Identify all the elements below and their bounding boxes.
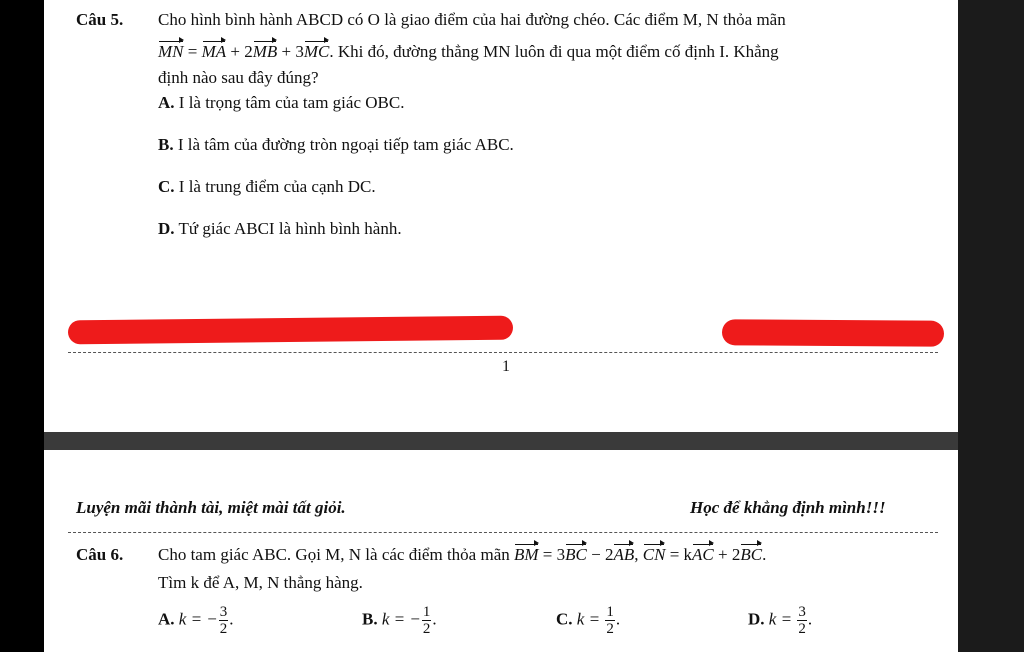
page-top [44,0,958,432]
page-divider-dashed [68,352,938,353]
fraction: $\frac{3}{2}$ [219,604,228,637]
fraction: $\frac{3}{2}$ [798,604,806,637]
question-6-option-a[interactable]: A. k = − $\frac{3}{2}$ . [158,604,234,637]
page-separator [44,432,958,450]
vector-ab: AB [613,543,634,567]
viewer-margin [958,0,1024,652]
question-5-line-2: MN = MA + 2MB + 3MC. Khi đó, đường thẳng MN luôn đi qua một điểm cố định I. Khẳng [158,40,948,64]
vector-mc: MC [304,40,330,64]
motto-right: Học để khẳng định mình!!! [690,498,886,517]
vector-bc-2: BC [740,543,762,567]
question-6-option-c[interactable]: C. k = $\frac{1}{2}$ . [556,604,621,637]
question-5-option-d[interactable]: D. Tứ giác ABCI là hình bình hành. [158,219,402,238]
fraction: $\frac{1}{2}$ [606,604,614,637]
question-6-line-2: Tìm k để A, M, N thẳng hàng. [158,573,363,592]
vector-bc: BC [565,543,587,567]
redaction-mark-left [68,316,513,345]
vector-ac: AC [692,543,714,567]
fraction: $\frac{1}{2}$ [422,604,431,637]
question-5-label: Câu 5. [76,10,124,29]
vector-mb: MB [253,40,278,64]
vector-bm: BM [514,543,539,567]
question-6-option-d[interactable]: D. k = $\frac{3}{2}$ . [748,604,813,637]
redaction-mark-right [722,319,944,347]
header-divider-dashed [68,532,938,533]
vector-mn: MN [158,40,184,64]
question-6-option-b[interactable]: B. k = − $\frac{1}{2}$ . [362,604,437,637]
vector-cn: CN [643,543,666,567]
question-6-label: Câu 6. [76,545,124,564]
question-5-option-b[interactable]: B. I là tâm của đường tròn ngoại tiếp tam giác ABC. [158,135,514,154]
page-number: 1 [502,358,510,375]
question-5-option-c[interactable]: C. I là trung điểm của cạnh DC. [158,177,376,196]
vector-ma: MA [202,40,227,64]
question-5-option-a[interactable]: A. I là trọng tâm của tam giác OBC. [158,93,405,112]
question-5-line-3: định nào sau đây đúng? [158,68,319,87]
question-6-line-1: Cho tam giác ABC. Gọi M, N là các điểm thỏa mãn BM = 3BC − 2AB, CN = kAC + 2BC. [158,543,766,567]
question-5-line-1: Cho hình bình hành ABCD có O là giao điểm của hai đường chéo. Các điểm M, N thỏa mãn [158,10,786,29]
motto-left: Luyện mãi thành tài, miệt mài tất giỏi. [76,498,346,517]
